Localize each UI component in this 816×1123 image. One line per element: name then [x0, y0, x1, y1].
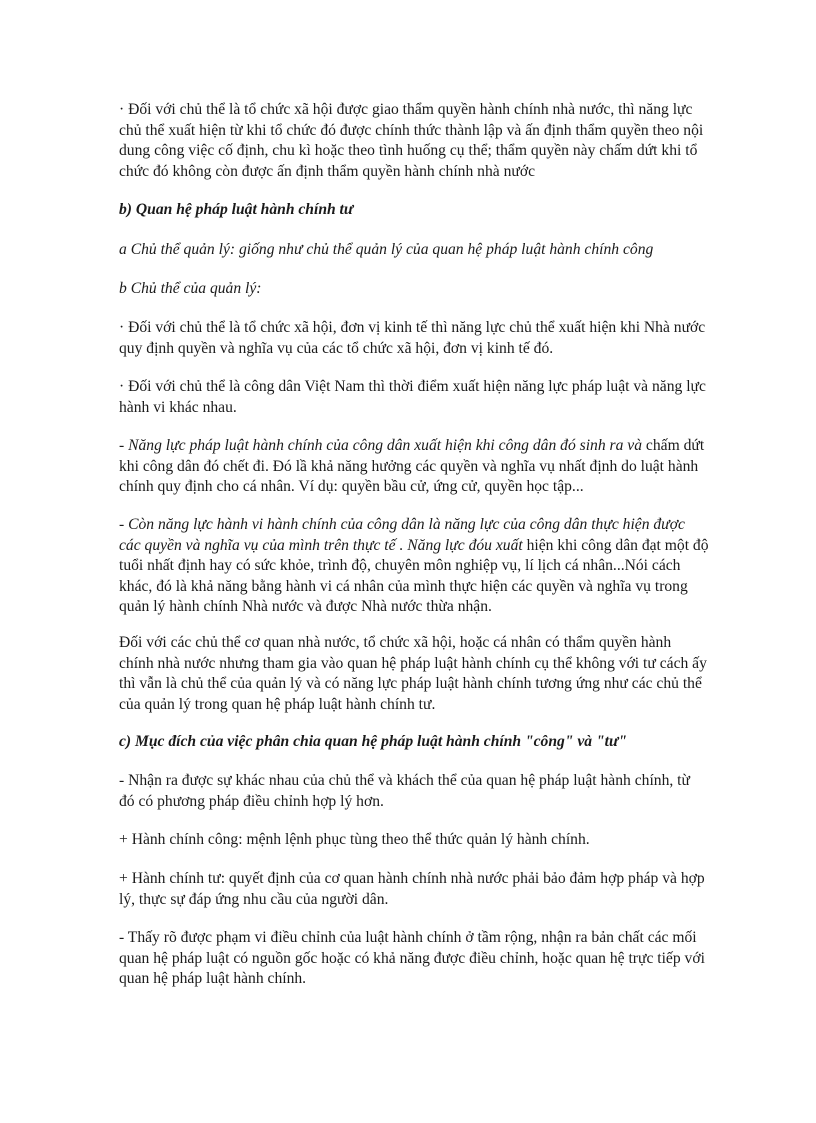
paragraph-state-bodies: Đối với các chủ thể cơ quan nhà nước, tổ chức xã hội, hoặc cá nhân có thẩm quyền hành chính nhà nước nhưng tham gia vào quan hệ pháp luật hành chính cụ thể không với tư cách ấy thì vẫn là chủ thể của quản lý và có năng lực pháp luật hành chính tương ứng như các chủ thể của quản lý trong quan hệ pháp luật hành chính tư. — [119, 634, 707, 713]
legal-capacity-italic-text: - Năng lực pháp luật hành chính của công dân xuất hiện khi công dân đó sinh ra và — [119, 437, 643, 454]
paragraph-legal-capacity — [119, 436, 709, 498]
paragraph-economic-units: · Đối với chủ thể là tổ chức xã hội, đơn vị kinh tế thì năng lực chủ thể xuất hiện khi Nhà nước quy định quyền và nghĩa vụ của các tổ chức xã hội, đơn vị kinh tế đó. — [119, 319, 706, 357]
heading-purpose-of-division: c) Mục đích của việc phân chia quan hệ pháp luật hành chính "công" và "tư" — [119, 733, 627, 750]
legal-capacity-text: chấm dứt khi công dân đó chết đi. Đó lầ khả năng hưởng các quyền và nghĩa vụ nhất định do luật hành chính quy định cho cá nhân. Ví dụ: quyền bầu cử, ứng cử, quyền học tập... — [119, 437, 705, 495]
line-managing-subject: a Chủ thể quản lý: giống như chủ thể quản lý của quan hệ pháp luật hành chính công — [119, 241, 654, 258]
behavioral-capacity-text: hiện khi công dân đạt một độ tuổi nhất định hay có sức khỏe, trình độ, chuyên môn nghiệp vụ, lí lịch cá nhân...Nói cách khác, đó là khả năng bằng hành vi cá nhân của mình thực hiện các quyền và nghĩa vụ trong quản lý hành chính Nhà nước và được Nhà nước thừa nhận. — [119, 536, 709, 615]
paragraph-public-administration: + Hành chính công: mệnh lệnh phục tùng theo thể thức quản lý hành chính. — [119, 831, 590, 848]
paragraph-recognize-difference: - Nhận ra được sự khác nhau của chủ thể và khách thể của quan hệ pháp luật hành chính, từ đó có phương pháp điều chỉnh hợp lý hơn. — [119, 772, 690, 810]
paragraph-social-org-competence: · Đối với chủ thể là tổ chức xã hội được giao thẩm quyền hành chính nhà nước, thì năng lực chủ thể xuất hiện từ khi tổ chức đó được chính thức thành lập và ấn định thẩm quyền theo nội dung công việc cố định, chu kì hoặc theo tình huống cụ thể; thẩm quyền này chấm dứt khi tổ chức đó không còn được ấn định thẩm quyền hành chính nhà nước — [119, 101, 704, 180]
behavioral-capacity-italic-text: - Còn năng lực hành vi hành chính của công dân là năng lực của công dân thực hiện được các quyền và nghĩa vụ của mình trên thực tế . Năng lực đóu xuất — [119, 516, 685, 554]
paragraph-behavioral-capacity — [119, 515, 709, 618]
paragraph-scope-of-regulation: - Thấy rõ được phạm vi điều chỉnh của luật hành chính ở tầm rộng, nhận ra bản chất các mối quan hệ pháp luật có nguồn gốc hoặc có khả năng được điều chỉnh, hoặc quan hệ trực tiếp với quan hệ pháp luật hành chính. — [119, 929, 705, 987]
line-managed-subject: b Chủ thể của quản lý: — [119, 280, 262, 297]
paragraph-private-administration: + Hành chính tư: quyết định của cơ quan hành chính nhà nước phải bảo đảm hợp pháp và hợp lý, thực sự đáp ứng nhu cầu của người dân. — [119, 870, 705, 908]
heading-private-admin-relation: b) Quan hệ pháp luật hành chính tư — [119, 201, 354, 218]
paragraph-citizens: · Đối với chủ thể là công dân Việt Nam thì thời điểm xuất hiện năng lực pháp luật và năng lực hành vi khác nhau. — [119, 378, 706, 416]
